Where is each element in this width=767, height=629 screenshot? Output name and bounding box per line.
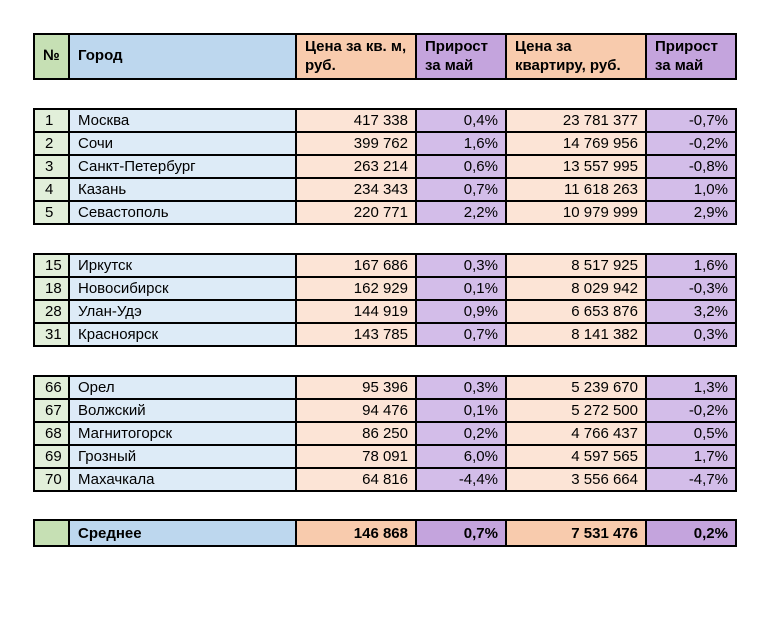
price-per-flat-cell: 4 766 437	[506, 422, 646, 445]
price-per-sqm-cell: 399 762	[296, 132, 416, 155]
city-cell: Улан-Удэ	[69, 300, 296, 323]
header-row	[34, 34, 736, 79]
table-row	[34, 300, 736, 323]
price-per-flat-cell: 5 272 500	[506, 399, 646, 422]
city-cell: Иркутск	[69, 254, 296, 277]
rank-cell: 69	[34, 445, 69, 468]
table-row	[34, 155, 736, 178]
growth-may-flat-cell: -0,2%	[646, 399, 736, 422]
summary-price-per-sqm-cell: 146 868	[296, 520, 416, 546]
table-row	[34, 109, 736, 132]
growth-may-flat-cell: -4,7%	[646, 468, 736, 491]
header-cell-city: Город	[69, 34, 296, 79]
rank-cell: 31	[34, 323, 69, 346]
rank-cell: 1	[34, 109, 69, 132]
summary-label-cell: Среднее	[69, 520, 296, 546]
growth-may-flat-cell: -0,7%	[646, 109, 736, 132]
price-per-flat-cell: 4 597 565	[506, 445, 646, 468]
growth-may-sqm-cell: 1,6%	[416, 132, 506, 155]
city-cell: Орел	[69, 376, 296, 399]
header-cell-price-per-sqm: Цена за кв. м, руб.	[296, 34, 416, 79]
table-row	[34, 445, 736, 468]
rank-cell: 28	[34, 300, 69, 323]
price-per-sqm-cell: 234 343	[296, 178, 416, 201]
price-per-sqm-cell: 94 476	[296, 399, 416, 422]
table-row	[34, 132, 736, 155]
price-per-flat-cell: 11 618 263	[506, 178, 646, 201]
growth-may-sqm-cell: 0,1%	[416, 399, 506, 422]
growth-may-flat-cell: 0,5%	[646, 422, 736, 445]
city-cell: Сочи	[69, 132, 296, 155]
price-per-sqm-cell: 64 816	[296, 468, 416, 491]
table-row	[34, 178, 736, 201]
price-per-sqm-cell: 78 091	[296, 445, 416, 468]
growth-may-flat-cell: 1,7%	[646, 445, 736, 468]
rank-cell: 18	[34, 277, 69, 300]
summary-row-table	[33, 519, 737, 547]
growth-may-flat-cell: -0,8%	[646, 155, 736, 178]
table-row	[34, 323, 736, 346]
table-row	[34, 277, 736, 300]
summary-price-per-flat-cell: 7 531 476	[506, 520, 646, 546]
price-per-sqm-cell: 95 396	[296, 376, 416, 399]
summary-row	[34, 520, 736, 546]
rank-cell: 66	[34, 376, 69, 399]
table-row	[34, 254, 736, 277]
price-per-flat-cell: 10 979 999	[506, 201, 646, 224]
table-row	[34, 376, 736, 399]
growth-may-sqm-cell: 0,1%	[416, 277, 506, 300]
summary-growth-may-flat-cell: 0,2%	[646, 520, 736, 546]
price-per-flat-cell: 13 557 995	[506, 155, 646, 178]
growth-may-sqm-cell: 0,3%	[416, 376, 506, 399]
city-cell: Волжский	[69, 399, 296, 422]
growth-may-sqm-cell: 2,2%	[416, 201, 506, 224]
header-cell-price-per-flat: Цена за квартиру, руб.	[506, 34, 646, 79]
table-row	[34, 201, 736, 224]
growth-may-sqm-cell: -4,4%	[416, 468, 506, 491]
price-per-flat-cell: 8 517 925	[506, 254, 646, 277]
city-group-bottom	[33, 375, 737, 492]
header-cell-rank: №	[34, 34, 69, 79]
rank-cell: 70	[34, 468, 69, 491]
price-per-flat-cell: 8 141 382	[506, 323, 646, 346]
price-per-flat-cell: 23 781 377	[506, 109, 646, 132]
price-per-sqm-cell: 263 214	[296, 155, 416, 178]
price-per-flat-cell: 14 769 956	[506, 132, 646, 155]
table-row	[34, 468, 736, 491]
rank-cell: 2	[34, 132, 69, 155]
growth-may-flat-cell: 1,0%	[646, 178, 736, 201]
city-cell: Красноярск	[69, 323, 296, 346]
price-per-flat-cell: 5 239 670	[506, 376, 646, 399]
city-cell: Севастополь	[69, 201, 296, 224]
growth-may-sqm-cell: 0,9%	[416, 300, 506, 323]
table-row	[34, 422, 736, 445]
price-per-sqm-cell: 417 338	[296, 109, 416, 132]
rank-cell: 3	[34, 155, 69, 178]
rank-cell: 4	[34, 178, 69, 201]
growth-may-flat-cell: -0,3%	[646, 277, 736, 300]
price-per-sqm-cell: 143 785	[296, 323, 416, 346]
growth-may-sqm-cell: 0,6%	[416, 155, 506, 178]
rank-cell: 67	[34, 399, 69, 422]
city-cell: Магнитогорск	[69, 422, 296, 445]
rank-cell: 5	[34, 201, 69, 224]
growth-may-sqm-cell: 0,2%	[416, 422, 506, 445]
growth-may-sqm-cell: 0,3%	[416, 254, 506, 277]
city-cell: Новосибирск	[69, 277, 296, 300]
rank-cell: 68	[34, 422, 69, 445]
rank-cell: 15	[34, 254, 69, 277]
city-cell: Санкт-Петербург	[69, 155, 296, 178]
growth-may-flat-cell: 0,3%	[646, 323, 736, 346]
city-cell: Москва	[69, 109, 296, 132]
summary-spacer-cell	[34, 520, 69, 546]
growth-may-sqm-cell: 0,4%	[416, 109, 506, 132]
city-group-top	[33, 108, 737, 225]
city-cell: Грозный	[69, 445, 296, 468]
growth-may-flat-cell: -0,2%	[646, 132, 736, 155]
table-row	[34, 399, 736, 422]
price-per-sqm-cell: 86 250	[296, 422, 416, 445]
growth-may-flat-cell: 1,3%	[646, 376, 736, 399]
growth-may-sqm-cell: 0,7%	[416, 323, 506, 346]
price-per-flat-cell: 3 556 664	[506, 468, 646, 491]
growth-may-sqm-cell: 0,7%	[416, 178, 506, 201]
price-per-sqm-cell: 162 929	[296, 277, 416, 300]
price-per-flat-cell: 8 029 942	[506, 277, 646, 300]
header-cell-growth-may-sqm: Прирост за май	[416, 34, 506, 79]
header-cell-growth-may-flat: Прирост за май	[646, 34, 736, 79]
price-per-sqm-cell: 167 686	[296, 254, 416, 277]
price-per-sqm-cell: 144 919	[296, 300, 416, 323]
city-group-middle	[33, 253, 737, 347]
city-cell: Казань	[69, 178, 296, 201]
growth-may-sqm-cell: 6,0%	[416, 445, 506, 468]
growth-may-flat-cell: 3,2%	[646, 300, 736, 323]
city-cell: Махачкала	[69, 468, 296, 491]
table-header	[33, 33, 737, 80]
summary-growth-may-sqm-cell: 0,7%	[416, 520, 506, 546]
growth-may-flat-cell: 2,9%	[646, 201, 736, 224]
growth-may-flat-cell: 1,6%	[646, 254, 736, 277]
price-per-sqm-cell: 220 771	[296, 201, 416, 224]
price-per-flat-cell: 6 653 876	[506, 300, 646, 323]
